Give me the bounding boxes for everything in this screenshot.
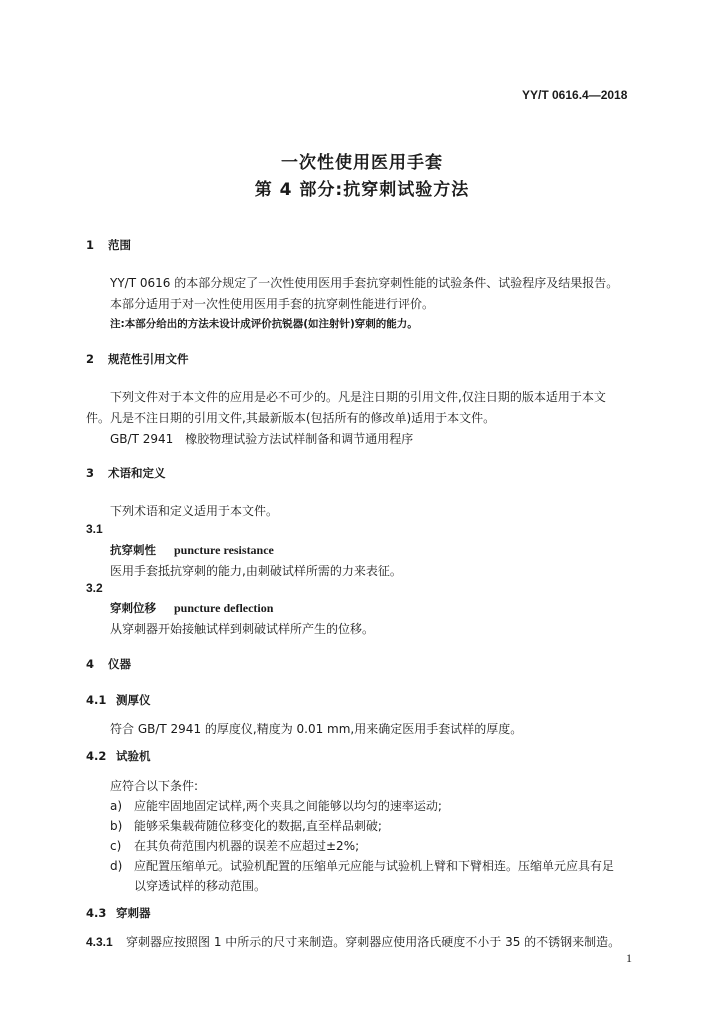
- list-item-continuation: 以穿透试样的移动范围。: [134, 879, 267, 893]
- term-3-1-definition: 医用手套抵抗穿刺的能力,由刺破试样所需的力来表征。: [110, 564, 402, 578]
- term-chinese: 抗穿刺性: [110, 543, 156, 557]
- term-english: puncture deflection: [174, 601, 274, 615]
- section-number: 4: [86, 657, 95, 671]
- section-number: 2: [86, 352, 95, 366]
- list-marker: a): [110, 799, 123, 813]
- term-3-1: [110, 542, 274, 558]
- section-4-2-heading: [86, 748, 151, 764]
- section-4-1-heading: [86, 692, 151, 708]
- doc-title-line2: 第 4 部分:抗穿刺试验方法: [254, 180, 470, 200]
- section-title: 仪器: [108, 657, 131, 671]
- list-item: [110, 857, 614, 874]
- section-3-heading: [86, 465, 166, 481]
- section-title: 规范性引用文件: [108, 352, 189, 366]
- term-3-2: [110, 600, 273, 616]
- section-number: 4.2: [86, 749, 107, 763]
- section-4-2-intro: 应符合以下条件:: [110, 779, 199, 793]
- list-item: [110, 837, 359, 854]
- clause-number: 4.3.1: [86, 935, 113, 949]
- section-number: 3: [86, 466, 95, 480]
- list-marker: b): [110, 819, 123, 833]
- section-4-1-text: 符合 GB/T 2941 的厚度仪,精度为 0.01 mm,用来确定医用手套试样的厚度。: [110, 722, 523, 736]
- section-number: 4.1: [86, 693, 107, 707]
- section-title: 术语和定义: [108, 466, 166, 480]
- list-item: [110, 797, 442, 814]
- section-number: 1: [86, 238, 95, 252]
- section-title: 范围: [108, 238, 131, 252]
- section-title: 试验机: [116, 749, 151, 763]
- term-3-2-definition: 从穿刺器开始接触试样到刺破试样所产生的位移。: [110, 622, 375, 636]
- list-text: 能够采集载荷随位移变化的数据,直至样品刺破;: [134, 819, 382, 833]
- list-marker: d): [110, 859, 123, 873]
- section-1-paragraph-2: 本部分适用于对一次性使用医用手套的抗穿刺性能进行评价。: [110, 297, 435, 311]
- term-3-2-number: 3.2: [86, 581, 103, 595]
- section-title: 穿刺器: [116, 906, 151, 920]
- section-2-paragraph-line1: 下列文件对于本文件的应用是必不可少的。凡是注日期的引用文件,仅注日期的版本适用于本文: [110, 390, 606, 404]
- section-2-heading: [86, 351, 189, 367]
- section-title: 测厚仪: [116, 693, 151, 707]
- doc-title-line1: 一次性使用医用手套: [281, 153, 443, 173]
- list-item: [110, 817, 382, 834]
- section-1-note: 注:本部分给出的方法未设计成评价抗锐器(如注射针)穿刺的能力。: [110, 318, 418, 330]
- section-2-paragraph-line2: 件。凡是不注日期的引用文件,其最新版本(包括所有的修改单)适用于本文件。: [86, 411, 496, 425]
- term-chinese: 穿刺位移: [110, 601, 156, 615]
- section-3-intro: 下列术语和定义适用于本文件。: [110, 504, 279, 518]
- list-marker: c): [110, 839, 122, 853]
- term-english: puncture resistance: [174, 543, 274, 557]
- list-text: 应配置压缩单元。试验机配置的压缩单元应能与试验机上臂和下臂相连。压缩单元应具有足: [134, 859, 615, 873]
- normative-reference: GB/T 2941 橡胶物理试验方法试样制备和调节通用程序: [110, 432, 414, 446]
- term-3-1-number: 3.1: [86, 522, 103, 536]
- section-4-heading: [86, 656, 131, 672]
- section-1-heading: [86, 237, 131, 253]
- page-number: 1: [626, 951, 632, 965]
- clause-text: 穿刺器应按照图 1 中所示的尺寸来制造。穿刺器应使用洛氏硬度不小于 35 的不锈钢来制造。: [126, 935, 621, 949]
- section-number: 4.3: [86, 906, 107, 920]
- list-text: 应能牢固地固定试样,两个夹具之间能够以均匀的速率运动;: [134, 799, 442, 813]
- section-4-3-1: [86, 933, 620, 950]
- list-text: 在其负荷范围内机器的误差不应超过±2%;: [134, 839, 360, 853]
- section-1-paragraph-1: YY/T 0616 的本部分规定了一次性使用医用手套抗穿刺性能的试验条件、试验程序及结果报告。: [110, 276, 619, 290]
- section-4-3-heading: [86, 905, 151, 921]
- standard-code: YY/T 0616.4—2018: [522, 88, 628, 102]
